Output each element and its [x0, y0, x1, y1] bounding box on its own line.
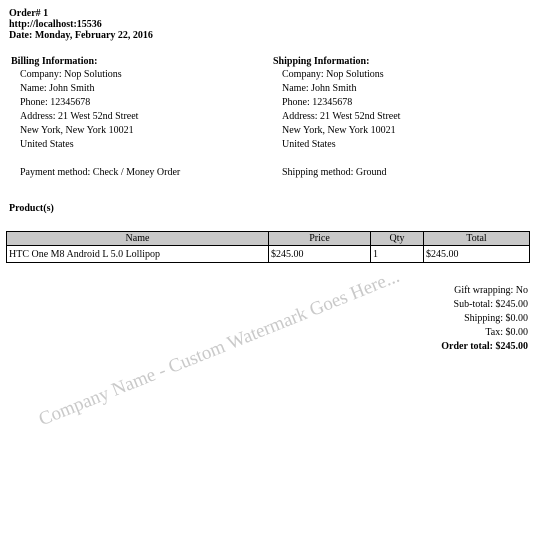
column-header-price: Price — [269, 232, 371, 246]
billing-country: United States — [20, 139, 74, 150]
order-header — [9, 8, 153, 41]
order-url: http://localhost:15536 — [9, 19, 102, 30]
shipping-information — [273, 55, 513, 180]
subtotal: Sub-total: $245.00 — [453, 299, 528, 310]
order-date: Date: Monday, February 22, 2016 — [9, 30, 153, 41]
shipping-title: Shipping Information: — [273, 56, 370, 67]
billing-address: Address: 21 West 52nd Street — [20, 111, 139, 122]
order-total: Order total: $245.00 — [441, 341, 528, 352]
billing-city: New York, New York 10021 — [20, 125, 134, 136]
shipping-method: Shipping method: Ground — [282, 167, 387, 178]
product-qty-cell: 1 — [371, 246, 424, 263]
column-header-name: Name — [7, 232, 269, 246]
billing-title: Billing Information: — [11, 56, 98, 67]
column-header-qty: Qty — [371, 232, 424, 246]
shipping-city: New York, New York 10021 — [282, 125, 396, 136]
products-table — [6, 231, 530, 263]
shipping-address: Address: 21 West 52nd Street — [282, 111, 401, 122]
billing-information — [11, 55, 251, 180]
payment-method: Payment method: Check / Money Order — [20, 167, 181, 178]
tax: Tax: $0.00 — [485, 327, 528, 338]
product-price-cell: $245.00 — [269, 246, 371, 263]
product-name-cell: HTC One M8 Android L 5.0 Lollipop — [7, 246, 269, 263]
shipping-cost: Shipping: $0.00 — [464, 313, 528, 324]
shipping-name: Name: John Smith — [282, 83, 357, 94]
billing-phone: Phone: 12345678 — [20, 97, 91, 108]
gift-wrapping: Gift wrapping: No — [454, 285, 528, 296]
order-number: Order# 1 — [9, 8, 49, 19]
product-total-cell: $245.00 — [424, 246, 530, 263]
billing-company: Company: Nop Solutions — [20, 69, 122, 80]
watermark-text: Company Name - Custom Watermark Goes Here... — [35, 265, 403, 431]
products-header-row — [7, 232, 530, 246]
products-title: Product(s) — [9, 203, 54, 214]
column-header-total: Total — [424, 232, 530, 246]
order-totals — [441, 284, 528, 354]
shipping-country: United States — [282, 139, 336, 150]
shipping-phone: Phone: 12345678 — [282, 97, 353, 108]
billing-name: Name: John Smith — [20, 83, 95, 94]
table-row — [7, 246, 530, 263]
shipping-company: Company: Nop Solutions — [282, 69, 384, 80]
